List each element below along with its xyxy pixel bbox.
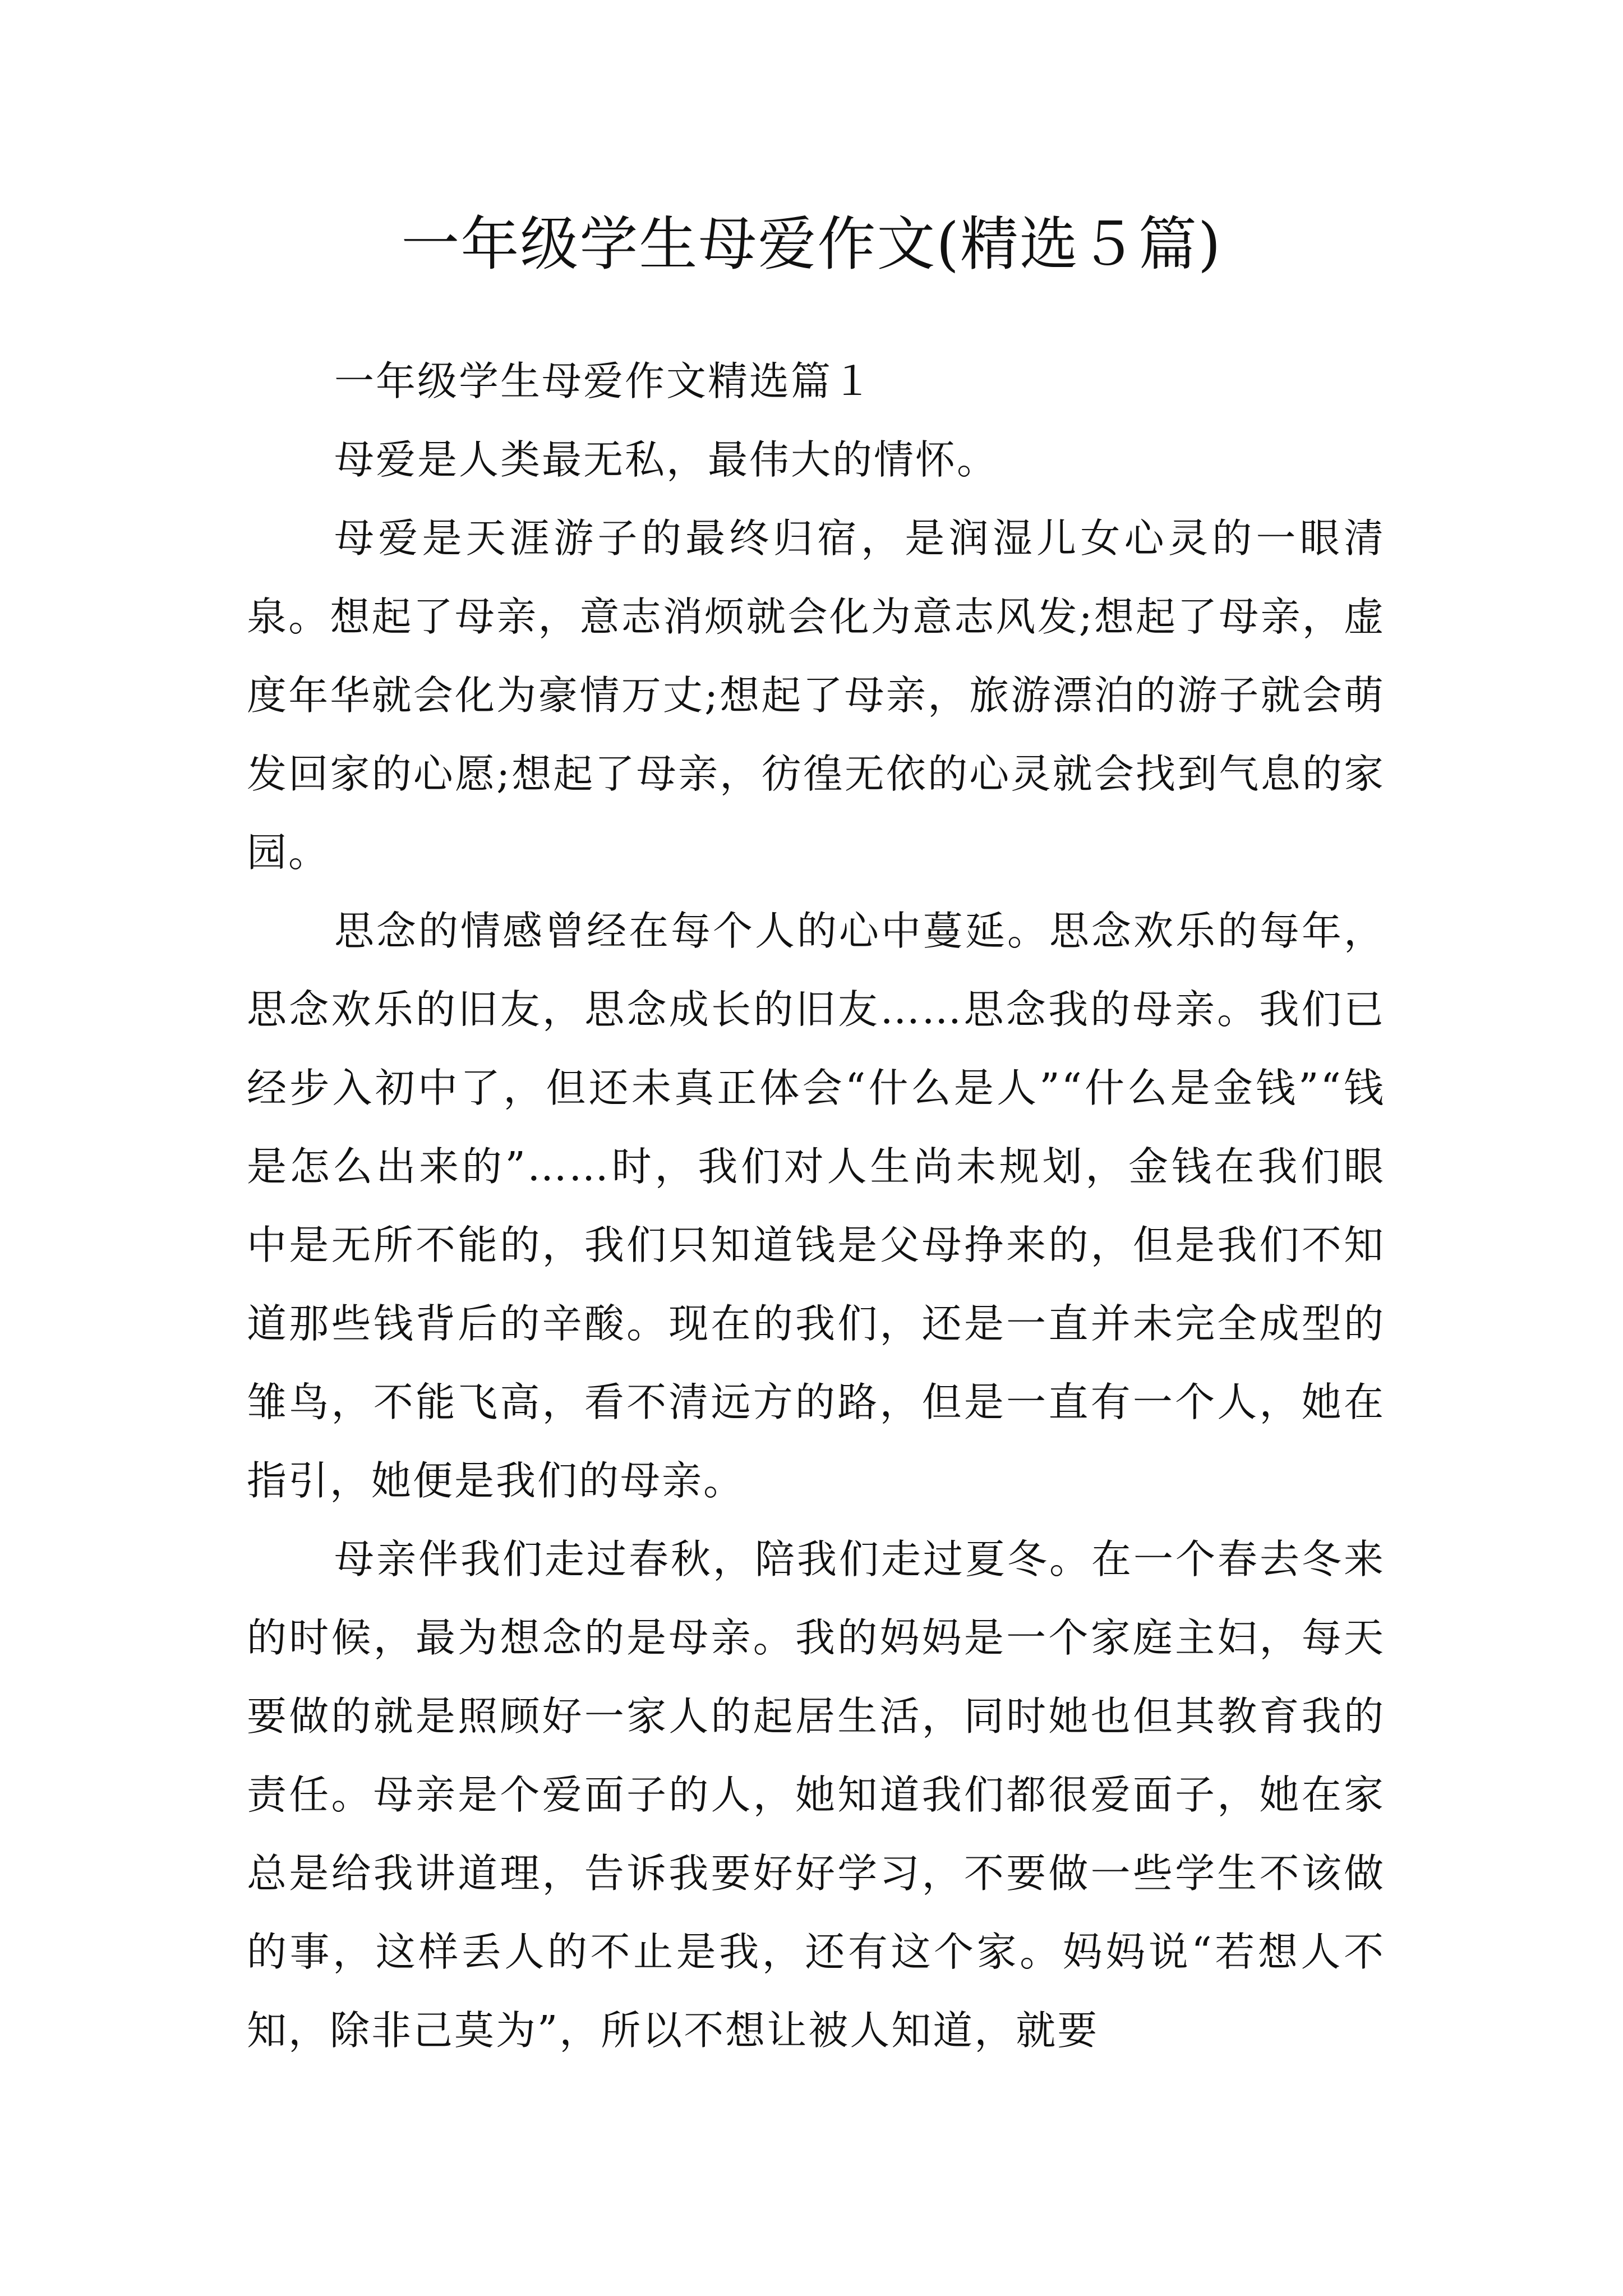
paragraph: 母亲伴我们走过春秋，陪我们走过夏冬。在一个春去冬来的时候，最为想念的是母亲。我的妈妈是一个家庭主妇，每天要做的就是照顾好一家人的起居生活，同时她也但其教育我的责任。母亲是个爱面子的人，她知道我们都很爱面子，她在家总是给我讲道理，告诉我要好好学习，不要做一些学生不该做的事，这样丢人的不止是我，还有这个家。妈妈说“若想人不知，除非己莫为”，所以不想让被人知道，就要	[247, 1536, 1385, 2054]
document-body	[247, 342, 1385, 2070]
section-heading: 一年级学生母爱作文精选篇１	[334, 358, 874, 404]
paragraph: 思念的情感曾经在每个人的心中蔓延。思念欢乐的每年，思念欢乐的旧友，思念成长的旧友……思念我的母亲。我们已经步入初中了，但还未真正体会“什么是人”“什么是金钱”“钱是怎么出来的”……时，我们对人生尚未规划，金钱在我们眼中是无所不能的，我们只知道钱是父母挣来的，但是我们不知道那些钱背后的辛酸。现在的我们，还是一直并未完全成型的雏鸟，不能飞高，看不清远方的路，但是一直有一个人，她在指引，她便是我们的母亲。	[247, 908, 1385, 1504]
paragraph: 母爱是人类最无私，最伟大的情怀。	[334, 436, 999, 483]
paragraph: 母爱是天涯游子的最终归宿，是润湿儿女心灵的一眼清泉。想起了母亲，意志消烦就会化为意志风发;想起了母亲，虚度年华就会化为豪情万丈;想起了母亲，旅游漂泊的游子就会萌发回家的心愿;想起了母亲，彷徨无依的心灵就会找到气息的家园。	[247, 515, 1385, 876]
document-title: 一年级学生母爱作文(精选５篇)	[401, 210, 1222, 278]
